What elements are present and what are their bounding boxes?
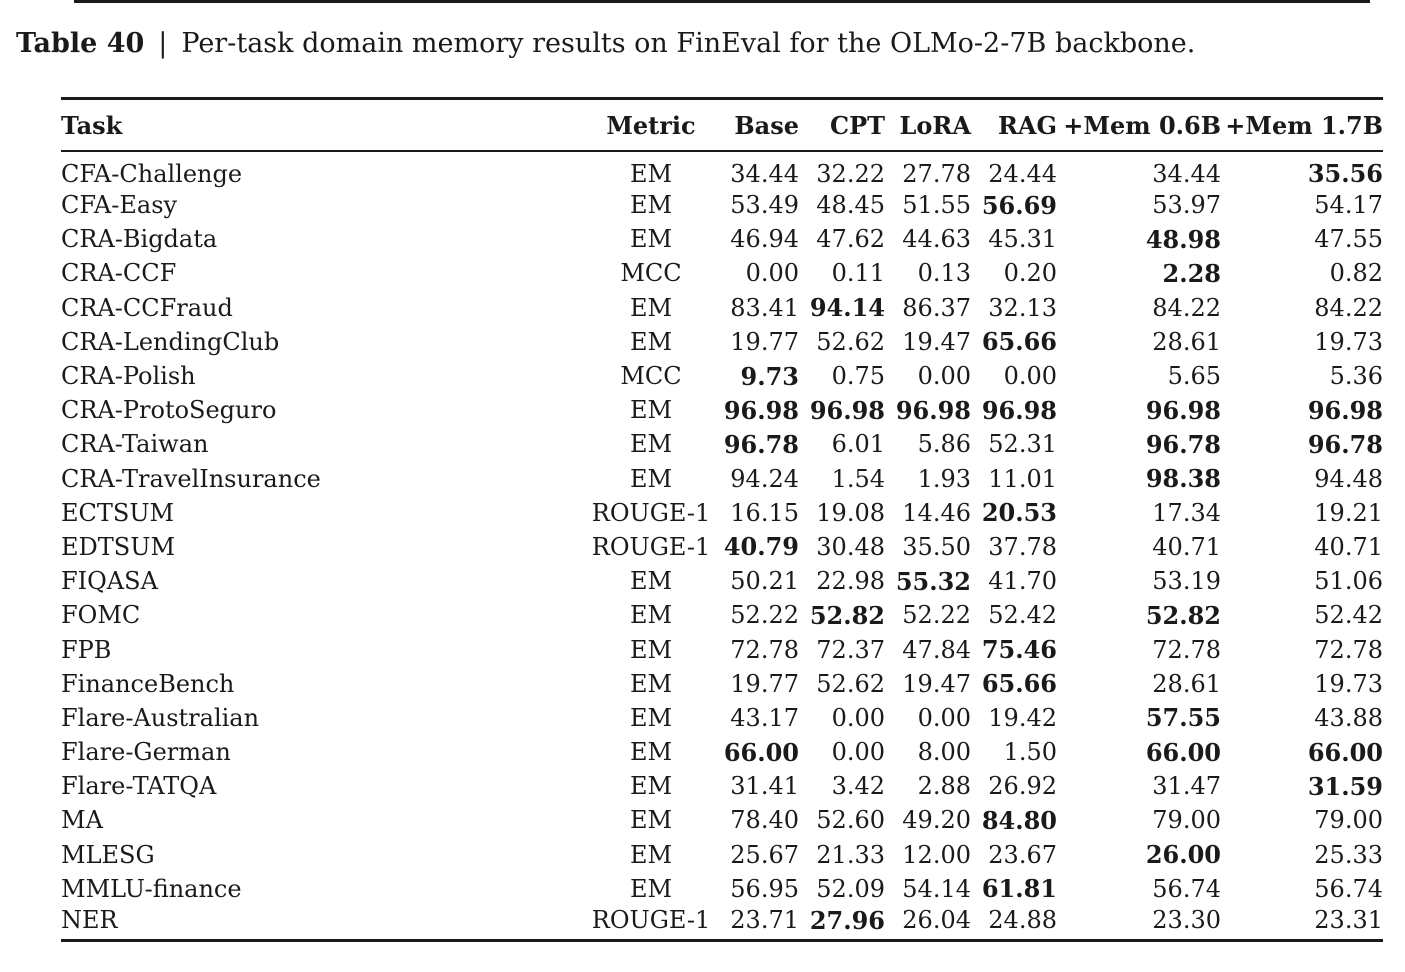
cell-metric: EM: [629, 159, 673, 188]
cell-task: FPB: [61, 635, 112, 664]
cell-cpt: 52.82: [809, 600, 885, 630]
cell-mem-1-7b: 96.78: [1307, 429, 1383, 459]
header-mem-0-6b: +Mem 0.6B: [1057, 99, 1221, 152]
cell-base: 78.40: [730, 806, 799, 835]
cell-mem-0-6b: 96.78: [1145, 429, 1221, 459]
cell-lora: 1.93: [917, 464, 971, 493]
cell-base: 53.49: [730, 191, 799, 220]
cell-metric: EM: [629, 703, 673, 732]
table-row: [61, 359, 1383, 393]
table-row: [61, 872, 1383, 906]
cell-metric: EM: [629, 669, 673, 698]
cell-metric: EM: [629, 601, 673, 630]
table-row: [61, 667, 1383, 701]
cell-rag: 26.92: [988, 772, 1057, 801]
cell-cpt: 47.62: [816, 225, 885, 254]
cell-cpt: 48.45: [816, 191, 885, 220]
cell-metric: EM: [629, 191, 673, 220]
cell-mem-1-7b: 19.73: [1314, 669, 1383, 698]
cell-rag: 11.01: [988, 464, 1057, 493]
cell-metric: EM: [629, 567, 673, 596]
cell-mem-1-7b: 31.59: [1307, 771, 1383, 801]
cell-cpt: 94.14: [809, 293, 885, 323]
cell-mem-0-6b: 48.98: [1145, 224, 1221, 254]
cell-metric: ROUGE-1: [591, 532, 711, 561]
caption-text: Per-task domain memory results on FinEval for the OLMo-2-7B backbone.: [181, 28, 1196, 59]
cell-rag: 52.42: [988, 601, 1057, 630]
table-row: [61, 462, 1383, 496]
cell-mem-0-6b: 28.61: [1152, 327, 1221, 356]
cell-lora: 52.22: [902, 601, 971, 630]
cell-lora: 0.00: [917, 703, 971, 732]
cell-cpt: 21.33: [816, 840, 885, 869]
cell-rag: 32.13: [988, 293, 1057, 322]
cell-metric: EM: [629, 635, 673, 664]
cell-mem-0-6b: 31.47: [1152, 772, 1221, 801]
cell-lora: 54.14: [902, 874, 971, 903]
cell-base: 52.22: [730, 601, 799, 630]
cell-rag: 75.46: [981, 635, 1057, 665]
cell-task: CRA-TravelInsurance: [61, 464, 321, 493]
cell-metric: EM: [629, 806, 673, 835]
cell-metric: EM: [629, 293, 673, 322]
table-row: [61, 564, 1383, 598]
cell-mem-0-6b: 79.00: [1152, 806, 1221, 835]
cell-task: MLESG: [61, 840, 155, 869]
cell-rag: 20.53: [981, 498, 1057, 528]
cell-task: FinanceBench: [61, 669, 235, 698]
cell-rag: 0.20: [1003, 259, 1057, 288]
cell-task: CRA-LendingClub: [61, 327, 280, 356]
cell-task: MA: [61, 806, 103, 835]
header-rag: RAG: [971, 99, 1057, 152]
caption-separator: |: [158, 28, 168, 59]
cell-task: Flare-Australian: [61, 703, 260, 732]
cell-base: 96.98: [723, 395, 799, 425]
cell-task: CFA-Easy: [61, 191, 178, 220]
table-row: [61, 701, 1383, 735]
cell-metric: ROUGE-1: [591, 906, 711, 941]
cell-mem-1-7b: 35.56: [1307, 159, 1383, 188]
cell-rag: 61.81: [981, 874, 1057, 904]
cell-lora: 2.88: [917, 772, 971, 801]
cell-metric: EM: [629, 225, 673, 254]
cell-mem-1-7b: 0.82: [1329, 259, 1383, 288]
cell-cpt: 27.96: [799, 906, 885, 941]
table-row: [61, 393, 1383, 427]
header-base: Base: [711, 99, 799, 152]
cell-mem-1-7b: 5.36: [1329, 362, 1383, 391]
cell-cpt: 22.98: [816, 567, 885, 596]
cell-mem-1-7b: 19.73: [1314, 327, 1383, 356]
cell-base: 94.24: [730, 464, 799, 493]
cell-base: 66.00: [723, 737, 799, 767]
cell-task: FOMC: [61, 601, 141, 630]
cell-task: CRA-CCFraud: [61, 293, 233, 322]
cell-mem-1-7b: 52.42: [1314, 601, 1383, 630]
cell-rag: 0.00: [1003, 362, 1057, 391]
cell-lora: 86.37: [902, 293, 971, 322]
cell-base: 9.73: [740, 361, 799, 391]
cell-task: NER: [61, 906, 591, 941]
cell-task: MMLU-finance: [61, 874, 242, 903]
header-cpt: CPT: [799, 99, 885, 152]
table-row: [61, 427, 1383, 461]
cell-mem-0-6b: 23.30: [1057, 906, 1221, 941]
cell-mem-1-7b: 72.78: [1314, 635, 1383, 664]
top-rule: [74, 0, 1370, 3]
cell-cpt: 19.08: [816, 498, 885, 527]
cell-task: CRA-Taiwan: [61, 430, 209, 459]
cell-task: CRA-CCF: [61, 259, 177, 288]
table-row: [61, 906, 1383, 941]
header-mem-1-7b: +Mem 1.7B: [1221, 99, 1383, 152]
cell-mem-0-6b: 53.97: [1152, 191, 1221, 220]
table-row: [61, 256, 1383, 290]
cell-rag: 24.88: [971, 906, 1057, 941]
cell-lora: 5.86: [917, 430, 971, 459]
cell-mem-0-6b: 40.71: [1152, 532, 1221, 561]
cell-cpt: 3.42: [831, 772, 885, 801]
cell-mem-1-7b: 19.21: [1314, 498, 1383, 527]
cell-mem-0-6b: 28.61: [1152, 669, 1221, 698]
cell-mem-0-6b: 26.00: [1145, 840, 1221, 870]
table-row: [61, 803, 1383, 837]
header-row: [61, 99, 1383, 152]
cell-mem-1-7b: 96.98: [1307, 395, 1383, 425]
cell-rag: 65.66: [981, 327, 1057, 357]
header-lora: LoRA: [885, 99, 971, 152]
cell-cpt: 0.00: [831, 703, 885, 732]
cell-base: 83.41: [730, 293, 799, 322]
cell-mem-0-6b: 52.82: [1145, 600, 1221, 630]
cell-base: 25.67: [730, 840, 799, 869]
cell-mem-0-6b: 66.00: [1145, 737, 1221, 767]
cell-cpt: 0.00: [831, 738, 885, 767]
table-row: [61, 632, 1383, 666]
cell-rag: 23.67: [988, 840, 1057, 869]
cell-task: Flare-German: [61, 738, 231, 767]
cell-cpt: 52.09: [816, 874, 885, 903]
cell-mem-1-7b: 47.55: [1314, 225, 1383, 254]
cell-mem-1-7b: 94.48: [1314, 464, 1383, 493]
cell-rag: 84.80: [981, 805, 1057, 835]
cell-lora: 27.78: [902, 159, 971, 188]
caption-label: Table 40: [16, 28, 145, 59]
cell-metric: EM: [629, 772, 673, 801]
cell-cpt: 96.98: [809, 395, 885, 425]
cell-mem-0-6b: 56.74: [1152, 874, 1221, 903]
cell-base: 40.79: [723, 532, 799, 562]
table-row: [61, 530, 1383, 564]
cell-cpt: 0.75: [831, 362, 885, 391]
cell-base: 31.41: [730, 772, 799, 801]
cell-task: CRA-ProtoSeguro: [61, 396, 277, 425]
cell-lora: 35.50: [902, 532, 971, 561]
cell-task: FIQASA: [61, 567, 158, 596]
cell-base: 72.78: [730, 635, 799, 664]
cell-lora: 47.84: [902, 635, 971, 664]
cell-rag: 19.42: [988, 703, 1057, 732]
table-body: [61, 151, 1383, 940]
header-task: Task: [61, 99, 591, 152]
cell-metric: EM: [629, 430, 673, 459]
cell-mem-0-6b: 96.98: [1145, 395, 1221, 425]
cell-mem-1-7b: 23.31: [1221, 906, 1383, 941]
table-caption: [16, 22, 1195, 66]
cell-mem-0-6b: 2.28: [1162, 258, 1221, 288]
header-metric: Metric: [591, 99, 711, 152]
cell-lora: 19.47: [902, 669, 971, 698]
cell-base: 0.00: [745, 259, 799, 288]
cell-task: EDTSUM: [61, 532, 176, 561]
cell-metric: EM: [629, 874, 673, 903]
cell-mem-0-6b: 72.78: [1152, 635, 1221, 664]
cell-metric: EM: [629, 327, 673, 356]
cell-mem-1-7b: 51.06: [1314, 567, 1383, 596]
cell-lora: 14.46: [902, 498, 971, 527]
table-row: [61, 735, 1383, 769]
cell-mem-0-6b: 5.65: [1167, 362, 1221, 391]
cell-mem-0-6b: 98.38: [1145, 464, 1221, 494]
cell-cpt: 30.48: [816, 532, 885, 561]
cell-rag: 96.98: [981, 395, 1057, 425]
cell-lora: 26.04: [885, 906, 971, 941]
table-row: [61, 769, 1383, 803]
cell-base: 19.77: [730, 669, 799, 698]
cell-mem-0-6b: 84.22: [1152, 293, 1221, 322]
results-table: [61, 97, 1383, 942]
table-row: [61, 188, 1383, 222]
cell-rag: 52.31: [988, 430, 1057, 459]
cell-mem-1-7b: 56.74: [1314, 874, 1383, 903]
cell-mem-1-7b: 54.17: [1314, 191, 1383, 220]
cell-rag: 65.66: [981, 669, 1057, 699]
cell-rag: 45.31: [988, 225, 1057, 254]
cell-metric: EM: [629, 840, 673, 869]
cell-mem-1-7b: 84.22: [1314, 293, 1383, 322]
cell-base: 23.71: [711, 906, 799, 941]
cell-base: 46.94: [730, 225, 799, 254]
cell-base: 34.44: [730, 159, 799, 188]
cell-base: 56.95: [730, 874, 799, 903]
cell-mem-0-6b: 53.19: [1152, 567, 1221, 596]
cell-rag: 56.69: [981, 190, 1057, 220]
cell-metric: EM: [629, 738, 673, 767]
cell-lora: 44.63: [902, 225, 971, 254]
cell-task: CRA-Bigdata: [61, 225, 218, 254]
cell-cpt: 32.22: [816, 159, 885, 188]
cell-metric: MCC: [620, 259, 682, 288]
cell-rag: 1.50: [1003, 738, 1057, 767]
cell-lora: 8.00: [917, 738, 971, 767]
cell-mem-0-6b: 17.34: [1152, 498, 1221, 527]
cell-mem-0-6b: 57.55: [1145, 703, 1221, 733]
cell-cpt: 52.62: [816, 327, 885, 356]
cell-rag: 24.44: [988, 159, 1057, 188]
cell-base: 50.21: [730, 567, 799, 596]
cell-lora: 55.32: [895, 566, 971, 596]
cell-lora: 0.00: [917, 362, 971, 391]
cell-mem-1-7b: 40.71: [1314, 532, 1383, 561]
cell-task: Flare-TATQA: [61, 772, 217, 801]
cell-metric: ROUGE-1: [591, 498, 711, 527]
cell-cpt: 0.11: [831, 259, 885, 288]
cell-lora: 0.13: [917, 259, 971, 288]
cell-rag: 37.78: [988, 532, 1057, 561]
table-row: [61, 325, 1383, 359]
cell-base: 96.78: [723, 429, 799, 459]
table-row: [61, 598, 1383, 632]
cell-lora: 96.98: [895, 395, 971, 425]
cell-rag: 41.70: [988, 567, 1057, 596]
cell-base: 16.15: [730, 498, 799, 527]
cell-cpt: 52.62: [816, 669, 885, 698]
table-row: [61, 222, 1383, 256]
cell-lora: 19.47: [902, 327, 971, 356]
cell-task: CRA-Polish: [61, 362, 196, 391]
cell-cpt: 52.60: [816, 806, 885, 835]
cell-mem-1-7b: 79.00: [1314, 806, 1383, 835]
table-row: [61, 838, 1383, 872]
cell-cpt: 1.54: [831, 464, 885, 493]
table-row: [61, 151, 1383, 188]
cell-metric: MCC: [620, 362, 682, 391]
cell-cpt: 72.37: [816, 635, 885, 664]
cell-lora: 12.00: [902, 840, 971, 869]
cell-mem-1-7b: 25.33: [1314, 840, 1383, 869]
cell-task: ECTSUM: [61, 498, 175, 527]
cell-base: 43.17: [730, 703, 799, 732]
cell-mem-0-6b: 34.44: [1152, 159, 1221, 188]
cell-metric: EM: [629, 464, 673, 493]
table-row: [61, 291, 1383, 325]
cell-metric: EM: [629, 396, 673, 425]
cell-mem-1-7b: 43.88: [1314, 703, 1383, 732]
cell-cpt: 6.01: [831, 430, 885, 459]
cell-base: 19.77: [730, 327, 799, 356]
cell-task: CFA-Challenge: [61, 159, 243, 188]
cell-lora: 49.20: [902, 806, 971, 835]
cell-mem-1-7b: 66.00: [1307, 737, 1383, 767]
cell-lora: 51.55: [902, 191, 971, 220]
table-row: [61, 496, 1383, 530]
